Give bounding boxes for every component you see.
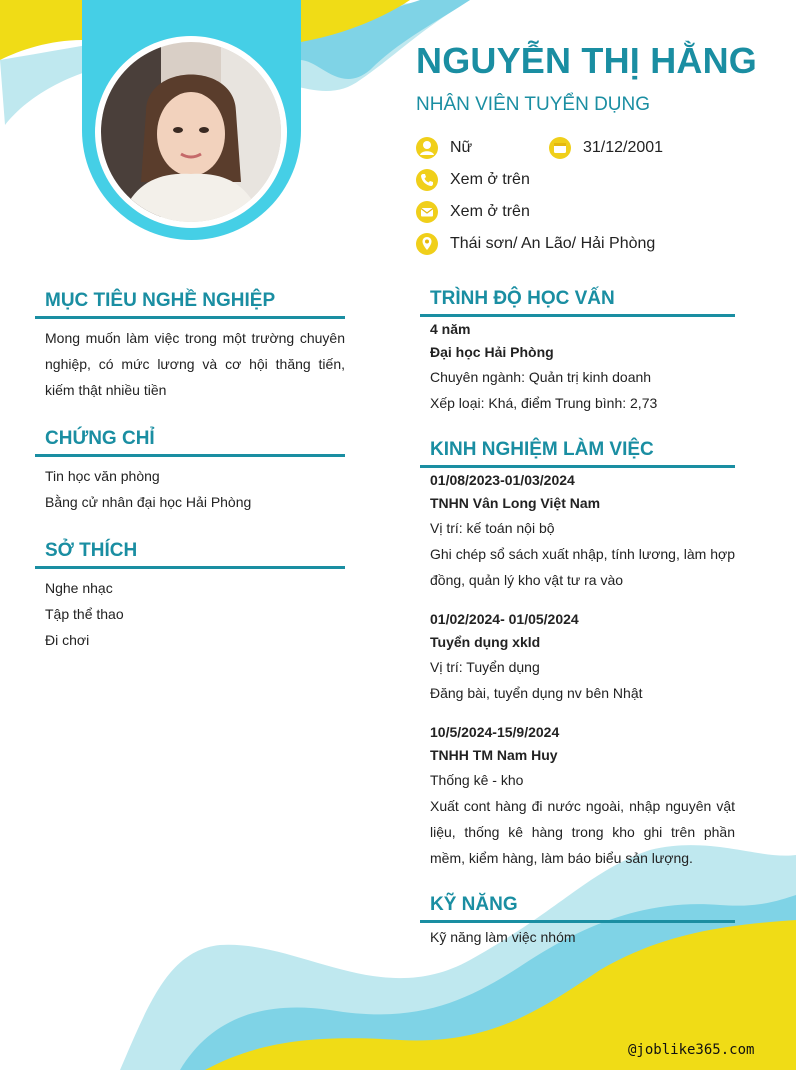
hobby-item: Tập thể thao (45, 606, 124, 622)
mail-icon (416, 201, 438, 223)
education-grade: Xếp loại: Khá, điểm Trung bình: 2,73 (430, 395, 658, 411)
skills-title: KỸ NĂNG (430, 894, 518, 915)
candidate-name: NGUYỄN THỊ HẰNG (416, 40, 758, 81)
phone-row (416, 169, 530, 191)
certificates-title: CHỨNG CHỈ (45, 428, 155, 449)
hobbies-rule (35, 566, 345, 569)
objective-title: MỤC TIÊU NGHỀ NGHIỆP (45, 290, 276, 311)
calendar-icon (549, 137, 571, 159)
birthday-value: 31/12/2001 (583, 139, 664, 156)
job-title: NHÂN VIÊN TUYỂN DỤNG (416, 94, 651, 115)
email-row (416, 201, 530, 223)
certificate-item: Bằng cử nhân đại học Hải Phòng (45, 494, 252, 510)
skills-rule (420, 920, 735, 923)
job-period: 10/5/2024-15/9/2024 (430, 724, 560, 740)
job-period: 01/08/2023-01/03/2024 (430, 472, 575, 488)
gender-value: Nữ (450, 139, 473, 156)
job-description: Ghi chép sổ sách xuất nhập, tính lương, làm hợp đồng, quản lý kho vật tư ra vào (430, 546, 735, 588)
job-company: Tuyển dụng xkld (430, 634, 541, 650)
job-company: TNHN Vân Long Việt Nam (430, 495, 601, 511)
skill-item: Kỹ năng làm việc nhóm (430, 929, 576, 945)
job-description: Đăng bài, tuyển dụng nv bên Nhật (430, 685, 643, 701)
job-company: TNHH TM Nam Huy (430, 747, 558, 763)
education-duration: 4 năm (430, 321, 471, 337)
certificates-rule (35, 454, 345, 457)
certificate-item: Tin học văn phòng (45, 468, 160, 484)
job-period: 01/02/2024- 01/05/2024 (430, 611, 579, 627)
phone-value: Xem ở trên (450, 171, 530, 188)
education-school: Đại học Hải Phòng (430, 344, 554, 360)
address-row (416, 233, 655, 255)
location-pin-icon (416, 233, 438, 255)
hobbies-title: SỞ THÍCH (45, 540, 138, 561)
objective-text: Mong muốn làm việc trong một trường chuyên nghiệp, có mức lương và cơ hội thăng tiến, kiếm thật nhiều tiền (45, 330, 345, 398)
job-position: Thống kê - kho (430, 772, 524, 788)
footer-watermark: @joblike365.com (628, 1042, 755, 1058)
birthday-row (549, 137, 663, 159)
hobby-item: Nghe nhạc (45, 580, 113, 596)
avatar (101, 42, 281, 222)
education-title: TRÌNH ĐỘ HỌC VẤN (430, 288, 615, 309)
hobby-item: Đi chơi (45, 632, 90, 648)
job-description: Xuất cont hàng đi nước ngoài, nhập nguyên vật liệu, thống kê hàng trong kho ghi trên phần mềm, kiểm hàng, làm báo biểu sản lượng. (430, 798, 735, 866)
user-icon (416, 137, 438, 159)
gender-row (416, 137, 472, 159)
phone-icon (416, 169, 438, 191)
avatar-portrait (101, 42, 281, 222)
education-major: Chuyên ngành: Quản trị kinh doanh (430, 369, 652, 385)
address-value: Thái sơn/ An Lão/ Hải Phòng (450, 235, 656, 252)
objective-rule (35, 316, 345, 319)
job-position: Vị trí: Tuyển dụng (430, 659, 540, 675)
email-value: Xem ở trên (450, 203, 530, 220)
job-position: Vị trí: kế toán nội bộ (430, 520, 555, 536)
experience-title: KINH NGHIỆM LÀM VIỆC (430, 439, 654, 460)
